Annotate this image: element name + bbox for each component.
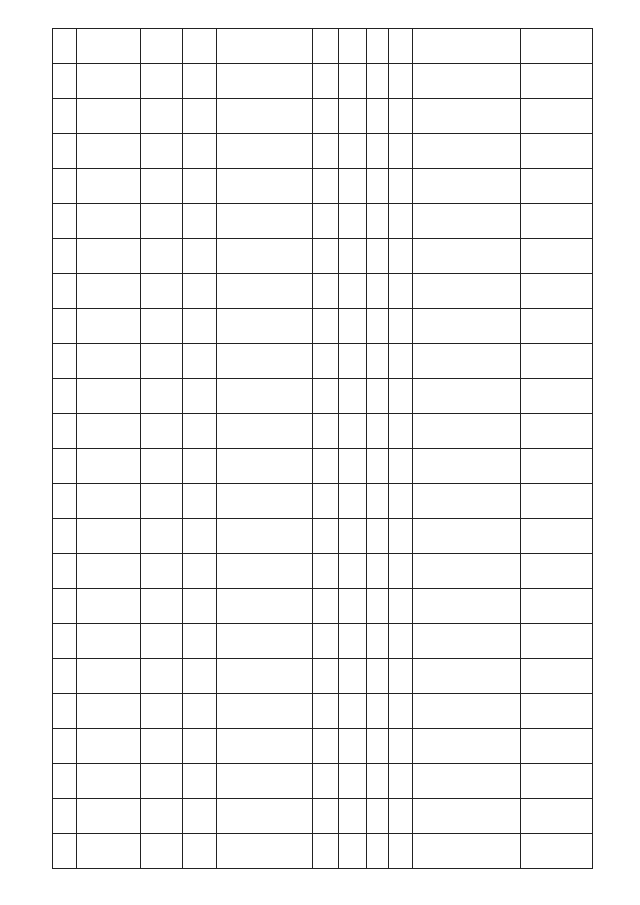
table-row <box>53 309 593 344</box>
map-link-cell[interactable] <box>217 589 313 624</box>
container-count-cell <box>367 449 389 484</box>
map-link-cell[interactable] <box>217 169 313 204</box>
area-cell <box>339 309 367 344</box>
row-number-cell <box>53 659 77 694</box>
served-objects-cell <box>521 729 593 764</box>
row-number-cell <box>53 204 77 239</box>
container-volume-cell <box>389 694 413 729</box>
owner-cell <box>413 764 521 799</box>
surface-cell <box>313 764 339 799</box>
served-objects-cell <box>521 64 593 99</box>
container-volume-cell <box>389 309 413 344</box>
surface-cell <box>313 589 339 624</box>
container-count-cell <box>367 134 389 169</box>
street-cell <box>141 64 183 99</box>
map-link-cell[interactable] <box>217 449 313 484</box>
settlement-cell <box>77 554 141 589</box>
container-volume-cell <box>389 589 413 624</box>
table-row <box>53 274 593 309</box>
surface-cell <box>313 379 339 414</box>
table-row <box>53 99 593 134</box>
settlement-cell <box>77 449 141 484</box>
row-number-cell <box>53 729 77 764</box>
surface-cell <box>313 624 339 659</box>
street-cell <box>141 729 183 764</box>
owner-cell <box>413 624 521 659</box>
settlement-cell <box>77 589 141 624</box>
container-count-cell <box>367 484 389 519</box>
coordinates-cell <box>183 309 217 344</box>
surface-cell <box>313 99 339 134</box>
coordinates-cell <box>183 764 217 799</box>
surface-cell <box>313 64 339 99</box>
area-cell <box>339 589 367 624</box>
container-count-cell <box>367 554 389 589</box>
coordinates-cell <box>183 554 217 589</box>
row-number-cell <box>53 64 77 99</box>
row-number-cell <box>53 344 77 379</box>
owner-cell <box>413 694 521 729</box>
area-cell <box>339 134 367 169</box>
settlement-cell <box>77 834 141 869</box>
street-cell <box>141 484 183 519</box>
coordinates-cell <box>183 659 217 694</box>
owner-cell <box>413 274 521 309</box>
street-cell <box>141 29 183 64</box>
surface-cell <box>313 204 339 239</box>
settlement-cell <box>77 309 141 344</box>
served-objects-cell <box>521 414 593 449</box>
table-row <box>53 659 593 694</box>
table-row <box>53 414 593 449</box>
served-objects-cell <box>521 449 593 484</box>
map-link-cell[interactable] <box>217 344 313 379</box>
settlement-cell <box>77 624 141 659</box>
map-link-cell[interactable] <box>217 274 313 309</box>
row-number-cell <box>53 99 77 134</box>
surface-cell <box>313 484 339 519</box>
coordinates-cell <box>183 64 217 99</box>
street-cell <box>141 414 183 449</box>
served-objects-cell <box>521 659 593 694</box>
container-count-cell <box>367 204 389 239</box>
container-volume-cell <box>389 554 413 589</box>
surface-cell <box>313 799 339 834</box>
row-number-cell <box>53 694 77 729</box>
container-volume-cell <box>389 204 413 239</box>
map-link-cell[interactable] <box>217 414 313 449</box>
map-link-cell[interactable] <box>217 239 313 274</box>
row-number-cell <box>53 764 77 799</box>
surface-cell <box>313 659 339 694</box>
served-objects-cell <box>521 484 593 519</box>
settlement-cell <box>77 204 141 239</box>
served-objects-cell <box>521 169 593 204</box>
area-cell <box>339 834 367 869</box>
table-row <box>53 449 593 484</box>
served-objects-cell <box>521 799 593 834</box>
table-row <box>53 29 593 64</box>
owner-cell <box>413 414 521 449</box>
street-cell <box>141 449 183 484</box>
coordinates-cell <box>183 624 217 659</box>
served-objects-cell <box>521 344 593 379</box>
street-cell <box>141 624 183 659</box>
surface-cell <box>313 414 339 449</box>
map-link-cell[interactable] <box>217 799 313 834</box>
served-objects-cell <box>521 519 593 554</box>
container-count-cell <box>367 834 389 869</box>
row-number-cell <box>53 519 77 554</box>
container-count-cell <box>367 239 389 274</box>
table-row <box>53 344 593 379</box>
settlement-cell <box>77 169 141 204</box>
row-number-cell <box>53 414 77 449</box>
area-cell <box>339 379 367 414</box>
street-cell <box>141 589 183 624</box>
served-objects-cell <box>521 694 593 729</box>
settlement-cell <box>77 414 141 449</box>
container-count-cell <box>367 274 389 309</box>
settlement-cell <box>77 519 141 554</box>
settlement-cell <box>77 484 141 519</box>
row-number-cell <box>53 239 77 274</box>
street-cell <box>141 764 183 799</box>
map-link-cell[interactable] <box>217 29 313 64</box>
container-count-cell <box>367 729 389 764</box>
served-objects-cell <box>521 29 593 64</box>
served-objects-cell <box>521 589 593 624</box>
coordinates-cell <box>183 379 217 414</box>
coordinates-cell <box>183 134 217 169</box>
row-number-cell <box>53 589 77 624</box>
served-objects-cell <box>521 624 593 659</box>
container-volume-cell <box>389 834 413 869</box>
row-number-cell <box>53 834 77 869</box>
container-count-cell <box>367 659 389 694</box>
area-cell <box>339 519 367 554</box>
area-cell <box>339 659 367 694</box>
container-volume-cell <box>389 64 413 99</box>
map-link-cell[interactable] <box>217 659 313 694</box>
area-cell <box>339 274 367 309</box>
document-page <box>52 28 588 869</box>
area-cell <box>339 414 367 449</box>
map-link-cell[interactable] <box>217 519 313 554</box>
row-number-cell <box>53 554 77 589</box>
coordinates-cell <box>183 519 217 554</box>
map-link-cell[interactable] <box>217 134 313 169</box>
table-row <box>53 379 593 414</box>
table-row <box>53 834 593 869</box>
served-objects-cell <box>521 834 593 869</box>
surface-cell <box>313 274 339 309</box>
map-link-cell[interactable] <box>217 204 313 239</box>
area-cell <box>339 624 367 659</box>
container-count-cell <box>367 99 389 134</box>
container-volume-cell <box>389 764 413 799</box>
coordinates-cell <box>183 799 217 834</box>
container-count-cell <box>367 799 389 834</box>
area-cell <box>339 344 367 379</box>
map-link-cell[interactable] <box>217 64 313 99</box>
row-number-cell <box>53 134 77 169</box>
table-row <box>53 239 593 274</box>
container-volume-cell <box>389 169 413 204</box>
map-link-cell[interactable] <box>217 694 313 729</box>
settlement-cell <box>77 134 141 169</box>
owner-cell <box>413 484 521 519</box>
container-count-cell <box>367 589 389 624</box>
coordinates-cell <box>183 694 217 729</box>
owner-cell <box>413 344 521 379</box>
map-link-cell[interactable] <box>217 484 313 519</box>
container-volume-cell <box>389 239 413 274</box>
row-number-cell <box>53 624 77 659</box>
served-objects-cell <box>521 134 593 169</box>
street-cell <box>141 519 183 554</box>
street-cell <box>141 309 183 344</box>
table-row <box>53 204 593 239</box>
owner-cell <box>413 204 521 239</box>
street-cell <box>141 799 183 834</box>
settlement-cell <box>77 659 141 694</box>
area-cell <box>339 29 367 64</box>
street-cell <box>141 204 183 239</box>
table-body <box>53 29 593 869</box>
settlement-cell <box>77 764 141 799</box>
street-cell <box>141 274 183 309</box>
map-link-cell[interactable] <box>217 729 313 764</box>
owner-cell <box>413 29 521 64</box>
street-cell <box>141 344 183 379</box>
owner-cell <box>413 64 521 99</box>
row-number-cell <box>53 799 77 834</box>
table-row <box>53 554 593 589</box>
area-cell <box>339 764 367 799</box>
served-objects-cell <box>521 379 593 414</box>
container-volume-cell <box>389 414 413 449</box>
area-cell <box>339 799 367 834</box>
container-count-cell <box>367 344 389 379</box>
owner-cell <box>413 169 521 204</box>
area-cell <box>339 729 367 764</box>
table-row <box>53 134 593 169</box>
container-count-cell <box>367 519 389 554</box>
surface-cell <box>313 344 339 379</box>
served-objects-cell <box>521 239 593 274</box>
coordinates-cell <box>183 729 217 764</box>
street-cell <box>141 169 183 204</box>
container-volume-cell <box>389 274 413 309</box>
table-row <box>53 519 593 554</box>
owner-cell <box>413 239 521 274</box>
table-row <box>53 484 593 519</box>
owner-cell <box>413 309 521 344</box>
surface-cell <box>313 519 339 554</box>
table-row <box>53 589 593 624</box>
settlement-cell <box>77 694 141 729</box>
container-volume-cell <box>389 624 413 659</box>
table-row <box>53 624 593 659</box>
container-volume-cell <box>389 99 413 134</box>
row-number-cell <box>53 169 77 204</box>
surface-cell <box>313 169 339 204</box>
surface-cell <box>313 29 339 64</box>
row-number-cell <box>53 379 77 414</box>
settlement-cell <box>77 29 141 64</box>
served-objects-cell <box>521 554 593 589</box>
table-row <box>53 764 593 799</box>
container-volume-cell <box>389 799 413 834</box>
street-cell <box>141 554 183 589</box>
row-number-cell <box>53 309 77 344</box>
container-count-cell <box>367 764 389 799</box>
street-cell <box>141 834 183 869</box>
table-row <box>53 169 593 204</box>
container-count-cell <box>367 379 389 414</box>
street-cell <box>141 659 183 694</box>
map-link-cell[interactable] <box>217 379 313 414</box>
coordinates-cell <box>183 204 217 239</box>
container-volume-cell <box>389 344 413 379</box>
map-link-cell[interactable] <box>217 554 313 589</box>
owner-cell <box>413 589 521 624</box>
row-number-cell <box>53 274 77 309</box>
surface-cell <box>313 134 339 169</box>
coordinates-cell <box>183 99 217 134</box>
container-volume-cell <box>389 484 413 519</box>
owner-cell <box>413 554 521 589</box>
surface-cell <box>313 729 339 764</box>
container-count-cell <box>367 169 389 204</box>
surface-cell <box>313 694 339 729</box>
coordinates-cell <box>183 449 217 484</box>
container-volume-cell <box>389 519 413 554</box>
table-row <box>53 64 593 99</box>
coordinates-cell <box>183 414 217 449</box>
street-cell <box>141 134 183 169</box>
served-objects-cell <box>521 309 593 344</box>
container-volume-cell <box>389 449 413 484</box>
owner-cell <box>413 134 521 169</box>
area-cell <box>339 554 367 589</box>
served-objects-cell <box>521 274 593 309</box>
surface-cell <box>313 239 339 274</box>
served-objects-cell <box>521 204 593 239</box>
settlement-cell <box>77 64 141 99</box>
settlement-cell <box>77 799 141 834</box>
coordinates-cell <box>183 169 217 204</box>
coordinates-cell <box>183 344 217 379</box>
container-count-cell <box>367 29 389 64</box>
area-cell <box>339 169 367 204</box>
area-cell <box>339 484 367 519</box>
surface-cell <box>313 309 339 344</box>
street-cell <box>141 239 183 274</box>
row-number-cell <box>53 449 77 484</box>
container-count-cell <box>367 414 389 449</box>
coordinates-cell <box>183 274 217 309</box>
container-count-cell <box>367 624 389 659</box>
area-cell <box>339 64 367 99</box>
street-cell <box>141 99 183 134</box>
served-objects-cell <box>521 99 593 134</box>
coordinates-cell <box>183 834 217 869</box>
table-row <box>53 729 593 764</box>
container-count-cell <box>367 309 389 344</box>
owner-cell <box>413 99 521 134</box>
row-number-cell <box>53 484 77 519</box>
surface-cell <box>313 449 339 484</box>
settlement-cell <box>77 379 141 414</box>
owner-cell <box>413 449 521 484</box>
container-count-cell <box>367 694 389 729</box>
area-cell <box>339 99 367 134</box>
map-link-cell[interactable] <box>217 99 313 134</box>
coordinates-cell <box>183 29 217 64</box>
owner-cell <box>413 834 521 869</box>
owner-cell <box>413 379 521 414</box>
served-objects-cell <box>521 764 593 799</box>
surface-cell <box>313 554 339 589</box>
owner-cell <box>413 729 521 764</box>
map-link-cell[interactable] <box>217 764 313 799</box>
owner-cell <box>413 519 521 554</box>
owner-cell <box>413 799 521 834</box>
waste-sites-table <box>52 28 593 869</box>
settlement-cell <box>77 239 141 274</box>
coordinates-cell <box>183 239 217 274</box>
settlement-cell <box>77 99 141 134</box>
map-link-cell[interactable] <box>217 834 313 869</box>
table-row <box>53 694 593 729</box>
area-cell <box>339 239 367 274</box>
settlement-cell <box>77 274 141 309</box>
settlement-cell <box>77 729 141 764</box>
map-link-cell[interactable] <box>217 309 313 344</box>
coordinates-cell <box>183 484 217 519</box>
street-cell <box>141 379 183 414</box>
area-cell <box>339 204 367 239</box>
row-number-cell <box>53 29 77 64</box>
owner-cell <box>413 659 521 694</box>
street-cell <box>141 694 183 729</box>
area-cell <box>339 694 367 729</box>
table-row <box>53 799 593 834</box>
container-volume-cell <box>389 134 413 169</box>
surface-cell <box>313 834 339 869</box>
container-count-cell <box>367 64 389 99</box>
container-volume-cell <box>389 659 413 694</box>
container-volume-cell <box>389 29 413 64</box>
area-cell <box>339 449 367 484</box>
container-volume-cell <box>389 729 413 764</box>
settlement-cell <box>77 344 141 379</box>
coordinates-cell <box>183 589 217 624</box>
map-link-cell[interactable] <box>217 624 313 659</box>
container-volume-cell <box>389 379 413 414</box>
